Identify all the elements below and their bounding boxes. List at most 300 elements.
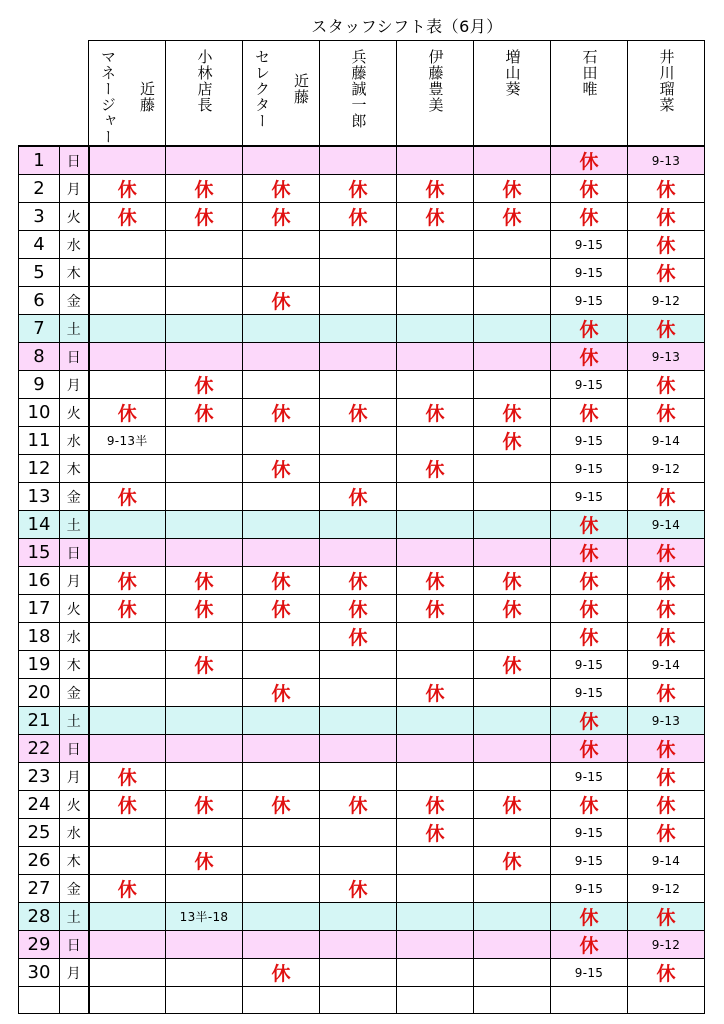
header-blank-dow [60,41,89,147]
shift-cell: 休 [243,959,320,987]
shift-cell [243,427,320,455]
staff-name-text: 石田唯 [580,49,599,97]
day-of-week: 月 [60,567,89,595]
shift-cell [89,455,166,483]
shift-row [19,539,705,567]
day-of-week: 土 [60,903,89,931]
shift-cell: 9-15 [551,371,628,399]
day-of-week: 水 [60,427,89,455]
shift-cell: 休 [474,427,551,455]
day-number [19,987,60,1014]
staff-name-text: 近藤 [138,81,156,113]
shift-cell: 9-13 [628,707,705,735]
shift-cell [397,343,474,371]
shift-cell [166,231,243,259]
day-number: 9 [19,371,60,399]
staff-name-text: セレクター [253,49,271,129]
day-of-week: 木 [60,259,89,287]
shift-cell: 休 [551,315,628,343]
shift-cell: 休 [320,175,397,203]
shift-row [19,903,705,931]
shift-cell: 休 [628,231,705,259]
day-number: 30 [19,959,60,987]
shift-cell [166,146,243,175]
shift-cell [474,931,551,959]
shift-cell: 休 [243,287,320,315]
day-of-week: 月 [60,371,89,399]
shift-cell [243,931,320,959]
staff-name-text: 伊藤豊美 [426,49,445,113]
shift-row [19,819,705,847]
shift-cell [243,539,320,567]
shift-cell [243,146,320,175]
staff-header-4 [320,41,397,147]
shift-row [19,259,705,287]
shift-cell: 休 [551,511,628,539]
shift-cell [166,707,243,735]
shift-cell [243,735,320,763]
shift-cell: 休 [397,399,474,427]
shift-cell: 休 [474,651,551,679]
staff-name-text: 井川瑠菜 [657,49,676,113]
shift-cell: 休 [474,175,551,203]
staff-name-text: 近藤 [292,73,310,105]
day-of-week: 日 [60,343,89,371]
shift-cell [320,679,397,707]
day-of-week: 月 [60,959,89,987]
shift-cell: 休 [628,203,705,231]
day-number: 5 [19,259,60,287]
shift-cell: 9-15 [551,483,628,511]
shift-cell [474,371,551,399]
shift-cell [474,455,551,483]
day-number: 1 [19,146,60,175]
shift-row [19,847,705,875]
day-of-week: 土 [60,511,89,539]
staff-header-5 [397,41,474,147]
shift-cell [89,679,166,707]
shift-cell [551,987,628,1014]
shift-cell [320,819,397,847]
shift-cell [474,679,551,707]
shift-cell: 9-15 [551,875,628,903]
day-of-week: 月 [60,175,89,203]
shift-cell: 9-15 [551,455,628,483]
shift-cell [474,231,551,259]
shift-cell: 休 [551,343,628,371]
shift-cell: 休 [320,399,397,427]
shift-cell [397,427,474,455]
shift-cell [89,959,166,987]
shift-row [19,707,705,735]
shift-cell: 休 [89,875,166,903]
shift-cell: 休 [243,175,320,203]
shift-cell [397,903,474,931]
day-of-week: 金 [60,287,89,315]
shift-cell [89,231,166,259]
shift-cell: 9-15 [551,763,628,791]
shift-row [19,595,705,623]
day-number: 29 [19,931,60,959]
day-number: 15 [19,539,60,567]
shift-row [19,483,705,511]
day-number: 20 [19,679,60,707]
shift-cell: 休 [243,791,320,819]
shift-cell: 休 [628,175,705,203]
day-number: 26 [19,847,60,875]
shift-cell: 休 [551,399,628,427]
shift-cell: 休 [320,483,397,511]
shift-cell [320,455,397,483]
shift-cell [397,287,474,315]
shift-cell: 休 [397,679,474,707]
shift-cell [320,931,397,959]
shift-cell: 休 [551,791,628,819]
shift-cell [320,707,397,735]
shift-cell: 休 [243,567,320,595]
shift-row [19,735,705,763]
shift-cell: 休 [166,567,243,595]
shift-cell: 休 [397,595,474,623]
day-of-week: 月 [60,763,89,791]
staff-header-2 [166,41,243,147]
shift-cell [320,763,397,791]
shift-cell: 休 [89,791,166,819]
shift-cell [89,539,166,567]
shift-cell [166,483,243,511]
shift-cell [166,343,243,371]
shift-row [19,567,705,595]
shift-cell: 休 [89,567,166,595]
shift-cell [89,931,166,959]
day-of-week: 日 [60,539,89,567]
shift-cell: 休 [551,146,628,175]
shift-cell: 休 [320,875,397,903]
shift-cell: 休 [243,399,320,427]
shift-cell: 休 [551,623,628,651]
shift-cell: 休 [551,931,628,959]
shift-cell [243,819,320,847]
day-of-week: 火 [60,791,89,819]
shift-cell [474,819,551,847]
shift-cell [243,903,320,931]
shift-cell: 9-13 [628,146,705,175]
day-of-week: 木 [60,847,89,875]
shift-cell [474,343,551,371]
day-of-week: 水 [60,623,89,651]
shift-cell: 休 [628,623,705,651]
shift-cell [397,371,474,399]
staff-header-8 [628,41,705,147]
shift-cell: 休 [551,735,628,763]
shift-cell: 休 [166,175,243,203]
shift-cell [397,959,474,987]
shift-cell [320,959,397,987]
header-blank-day [19,41,60,147]
staff-name-text: 兵藤誠一郎 [349,49,368,129]
day-number: 13 [19,483,60,511]
shift-cell [166,875,243,903]
shift-cell [166,931,243,959]
shift-cell [166,623,243,651]
shift-cell: 9-13半 [89,427,166,455]
shift-cell: 休 [397,791,474,819]
shift-cell: 休 [89,203,166,231]
staff-header-6 [474,41,551,147]
day-of-week: 日 [60,735,89,763]
shift-cell: 休 [551,539,628,567]
shift-cell: 休 [628,539,705,567]
shift-cell: 休 [89,483,166,511]
shift-cell [89,847,166,875]
shift-cell: 休 [397,567,474,595]
shift-row [19,203,705,231]
shift-cell [166,987,243,1014]
staff-name-text: マネージャー [99,49,117,145]
shift-cell: 9-12 [628,287,705,315]
shift-row [19,511,705,539]
shift-cell: 休 [397,455,474,483]
shift-cell [89,343,166,371]
shift-row [19,959,705,987]
day-number: 4 [19,231,60,259]
shift-cell [89,371,166,399]
shift-cell: 休 [166,595,243,623]
shift-cell [397,259,474,287]
shift-cell [474,623,551,651]
shift-row [19,146,705,175]
shift-cell: 休 [397,203,474,231]
shift-cell [243,763,320,791]
shift-cell [89,259,166,287]
day-number: 6 [19,287,60,315]
shift-cell [474,735,551,763]
shift-row [19,371,705,399]
day-of-week: 日 [60,146,89,175]
shift-cell: 休 [243,679,320,707]
shift-cell [243,343,320,371]
day-of-week: 金 [60,483,89,511]
shift-cell: 休 [166,651,243,679]
shift-cell [397,763,474,791]
shift-row [19,231,705,259]
shift-cell [320,987,397,1014]
day-number: 18 [19,623,60,651]
shift-cell: 休 [89,175,166,203]
shift-row [19,315,705,343]
day-of-week: 水 [60,231,89,259]
day-number: 22 [19,735,60,763]
day-of-week: 木 [60,651,89,679]
day-number: 7 [19,315,60,343]
shift-cell: 9-15 [551,259,628,287]
shift-cell [89,287,166,315]
shift-cell: 休 [166,203,243,231]
shift-cell [474,483,551,511]
day-number: 12 [19,455,60,483]
shift-cell [166,679,243,707]
shift-cell [89,735,166,763]
shift-row [19,987,705,1014]
shift-row [19,343,705,371]
shift-cell [320,903,397,931]
day-number: 24 [19,791,60,819]
shift-cell: 休 [628,959,705,987]
shift-cell: 休 [320,567,397,595]
shift-cell [243,847,320,875]
shift-cell [243,483,320,511]
day-of-week: 火 [60,595,89,623]
shift-cell: 休 [474,203,551,231]
shift-cell [397,623,474,651]
shift-cell [320,511,397,539]
shift-cell [166,735,243,763]
shift-cell: 休 [397,819,474,847]
shift-row [19,763,705,791]
day-number: 17 [19,595,60,623]
shift-cell: 休 [474,399,551,427]
shift-cell: 休 [628,819,705,847]
shift-cell: 9-12 [628,455,705,483]
shift-cell [166,819,243,847]
shift-body [19,146,705,1014]
shift-cell [89,651,166,679]
shift-cell [166,539,243,567]
shift-row [19,455,705,483]
shift-cell [474,875,551,903]
day-number: 23 [19,763,60,791]
shift-cell: 休 [551,203,628,231]
shift-cell [89,819,166,847]
shift-cell [243,315,320,343]
shift-cell [397,511,474,539]
day-of-week: 土 [60,707,89,735]
shift-row [19,679,705,707]
day-number: 3 [19,203,60,231]
shift-cell [89,146,166,175]
shift-cell: 休 [628,763,705,791]
shift-cell [320,343,397,371]
shift-row [19,931,705,959]
shift-cell [166,511,243,539]
shift-cell [243,875,320,903]
shift-cell: 休 [320,595,397,623]
shift-cell: 休 [320,791,397,819]
staff-name-text: 増山葵 [503,49,522,97]
shift-cell: 休 [628,567,705,595]
shift-cell: 休 [89,595,166,623]
shift-cell: 休 [89,763,166,791]
shift-cell [397,539,474,567]
day-of-week [60,987,89,1014]
shift-row [19,399,705,427]
shift-cell [397,875,474,903]
shift-cell [474,146,551,175]
shift-cell: 13半-18 [166,903,243,931]
day-of-week: 火 [60,399,89,427]
shift-cell [166,763,243,791]
shift-cell: 休 [628,791,705,819]
shift-cell: 休 [89,399,166,427]
shift-cell: 9-12 [628,931,705,959]
shift-cell: 9-14 [628,847,705,875]
shift-cell: 休 [628,595,705,623]
shift-cell [474,287,551,315]
day-of-week: 土 [60,315,89,343]
day-number: 11 [19,427,60,455]
shift-cell: 休 [474,595,551,623]
shift-row [19,651,705,679]
shift-cell [397,651,474,679]
shift-cell [320,651,397,679]
shift-row [19,623,705,651]
day-number: 8 [19,343,60,371]
shift-cell [320,735,397,763]
shift-cell [243,707,320,735]
shift-cell: 9-13 [628,343,705,371]
staff-header-row [19,41,705,147]
shift-cell: 休 [628,735,705,763]
shift-cell [474,315,551,343]
staff-name-text: 小林店長 [195,49,214,113]
day-number: 10 [19,399,60,427]
shift-cell: 9-15 [551,427,628,455]
staff-header-7 [551,41,628,147]
shift-cell [474,763,551,791]
day-number: 14 [19,511,60,539]
shift-cell [89,623,166,651]
shift-cell [89,511,166,539]
shift-cell: 休 [628,483,705,511]
shift-cell [474,959,551,987]
shift-cell [628,987,705,1014]
shift-cell [397,735,474,763]
shift-cell: 休 [474,791,551,819]
shift-cell: 休 [551,903,628,931]
shift-cell: 休 [474,567,551,595]
shift-cell: 休 [243,595,320,623]
shift-cell [243,651,320,679]
shift-cell [320,371,397,399]
shift-cell [166,455,243,483]
shift-cell [320,427,397,455]
shift-cell [166,427,243,455]
day-number: 2 [19,175,60,203]
shift-cell [166,959,243,987]
day-number: 21 [19,707,60,735]
shift-cell: 9-15 [551,679,628,707]
shift-cell [166,259,243,287]
shift-cell: 9-14 [628,651,705,679]
day-of-week: 金 [60,875,89,903]
shift-cell: 休 [628,315,705,343]
shift-cell [397,931,474,959]
shift-cell [320,847,397,875]
shift-cell [320,539,397,567]
day-number: 27 [19,875,60,903]
shift-cell: 休 [628,371,705,399]
staff-header-3 [243,41,320,147]
shift-cell: 9-15 [551,959,628,987]
shift-cell [397,315,474,343]
shift-cell [89,315,166,343]
shift-cell [243,371,320,399]
shift-table [18,40,705,1014]
shift-cell [320,287,397,315]
day-of-week: 木 [60,455,89,483]
shift-cell: 休 [243,203,320,231]
shift-cell [166,287,243,315]
